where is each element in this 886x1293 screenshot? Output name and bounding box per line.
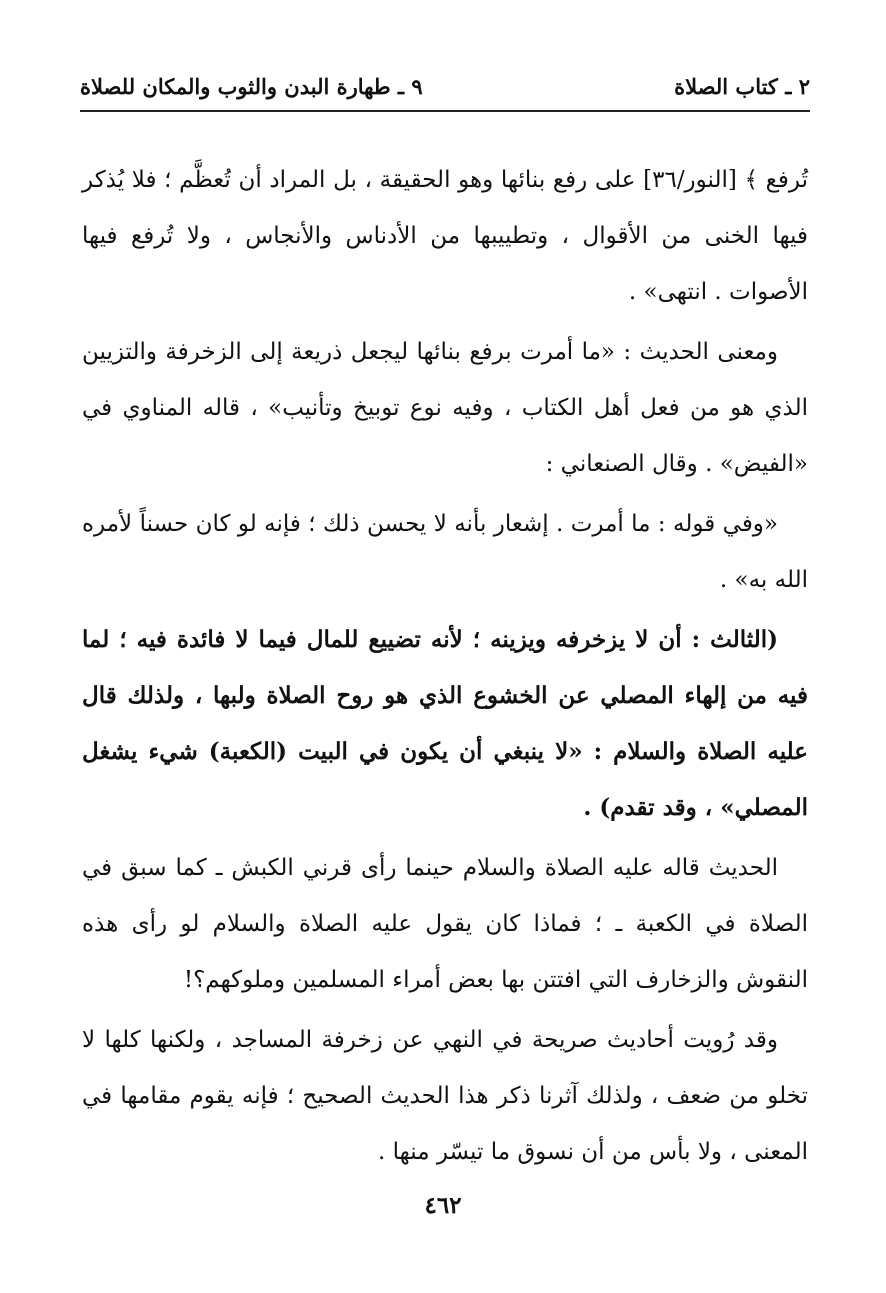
paragraph-1: تُرفع ﴾ [النور/٣٦] على رفع بنائها وهو الحقيقة ، بل المراد أن تُعظَّم ؛ فلا يُذكر فيها الخنى من الأقوال ، وتطييبها من الأدناس والأنجاس ، ولا تُرفع فيها الأصوات . انتهى» . (82, 167, 808, 305)
book-chapter-title: ٢ ـ كتاب الصلاة (674, 74, 810, 99)
header-rule (80, 110, 810, 112)
page-number: ٤٦٢ (424, 1192, 462, 1219)
paragraph-3: «وفي قوله : ما أمرت . إشعار بأنه لا يحسن ذلك ؛ فإنه لو كان حسناً لأمره الله به» . (82, 511, 808, 593)
paragraph-6: وقد رُويت أحاديث صريحة في النهي عن زخرفة المساجد ، ولكنها كلها لا تخلو من ضعف ، ولذلك آثرنا ذكر هذا الحديث الصحيح ؛ فإنه يقوم مقامها في المعنى ، ولا بأس من أن نسوق ما تيسّر منها . (82, 1027, 808, 1165)
paragraph-2: ومعنى الحديث : «ما أمرت برفع بنائها ليجعل ذريعة إلى الزخرفة والتزيين الذي هو من فعل أهل الكتاب ، وفيه نوع توبيخ وتأنيب» ، قاله المناوي في «الفيض» . وقال الصنعاني : (82, 339, 808, 477)
paragraph-4: (الثالث : أن لا يزخرفه ويزينه ؛ لأنه تضييع للمال فيما لا فائدة فيه ؛ لما فيه من إلهاء المصلي عن الخشوع الذي هو روح الصلاة ولبها ، ولذلك قال عليه الصلاة والسلام : «لا ينبغي أن يكون في البيت (الكعبة) شيء يشغل المصلي» ، وقد تقدم) . (82, 626, 808, 821)
running-header (80, 70, 810, 110)
section-title: ٩ ـ طهارة البدن والثوب والمكان للصلاة (80, 74, 423, 99)
paragraph-5: الحديث قاله عليه الصلاة والسلام حينما رأى قرني الكبش ـ كما سبق في الصلاة في الكعبة ـ ؛ فماذا كان يقول عليه الصلاة والسلام لو رأى هذه النقوش والزخارف التي افتتن بها بعض أمراء المسلمين وملوكهم؟! (82, 855, 808, 993)
page-body (82, 152, 808, 1184)
